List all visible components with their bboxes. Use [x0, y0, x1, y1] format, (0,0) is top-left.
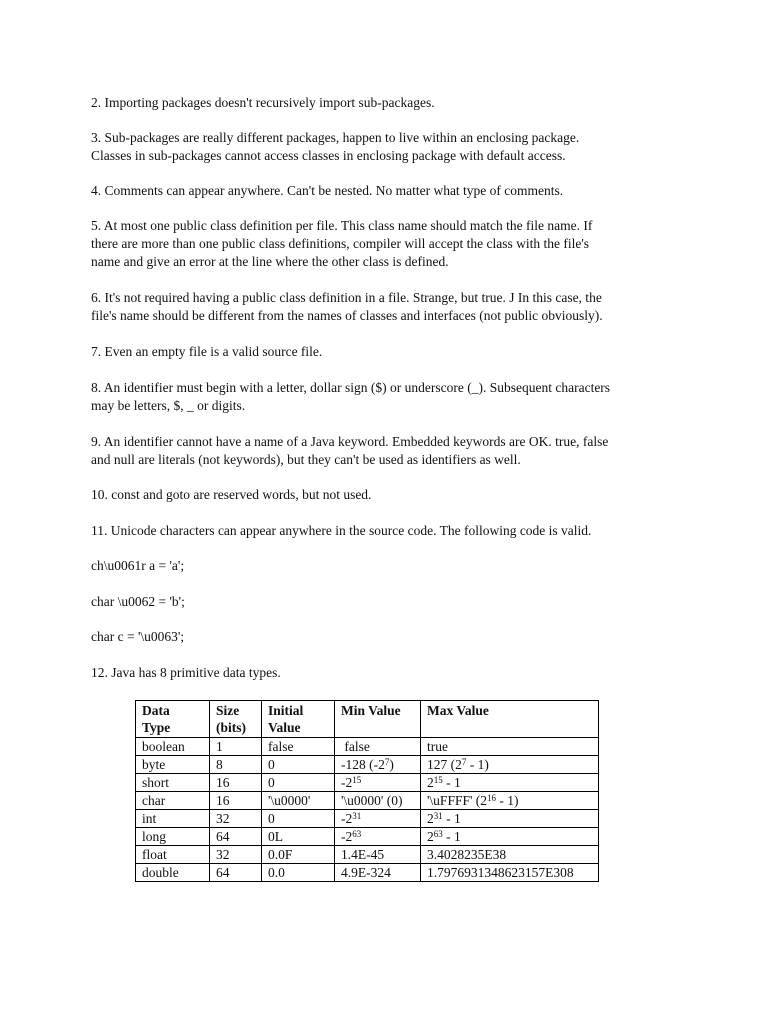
cell-size [210, 846, 262, 864]
cell-text: char [142, 793, 166, 808]
cell-text: 1.7976931348623157E308 [427, 865, 574, 880]
cell-min-value [335, 738, 421, 756]
cell-text: '\u0000' (0) [341, 793, 403, 808]
cell-text: 0 [268, 811, 275, 826]
cell-max-value [421, 792, 599, 810]
cell-size [210, 756, 262, 774]
cell-text: 3.4028235E38 [427, 847, 507, 862]
cell-min-value [335, 774, 421, 792]
cell-type [136, 774, 210, 792]
cell-min-value [335, 792, 421, 810]
exponent: 63 [433, 829, 443, 839]
table-row [136, 792, 599, 810]
cell-initial-value [262, 828, 335, 846]
cell-text: float [142, 847, 167, 862]
cell-text: byte [142, 757, 166, 772]
cell-initial-value [262, 774, 335, 792]
cell-text: - 1) [466, 757, 489, 772]
cell-text: 2 [427, 811, 434, 826]
cell-min-value [335, 756, 421, 774]
exponent: 7 [461, 757, 467, 767]
cell-text: false [341, 739, 370, 754]
header-max-value: Max Value [421, 701, 599, 738]
cell-initial-value [262, 756, 335, 774]
cell-text: 127 (2 [427, 757, 462, 772]
cell-text: 2 [427, 775, 434, 790]
note-11-unicode: 11. Unicode characters can appear anywhere in the source code. The following code is valid. [91, 523, 592, 538]
cell-max-value [421, 738, 599, 756]
cell-initial-value [262, 810, 335, 828]
cell-text: 0 [268, 757, 275, 772]
table-row [136, 756, 599, 774]
cell-text: long [142, 829, 167, 844]
cell-text: false [268, 739, 294, 754]
cell-size [210, 738, 262, 756]
cell-initial-value [262, 792, 335, 810]
cell-text: 0.0 [268, 865, 285, 880]
cell-text: 32 [216, 811, 230, 826]
cell-text: ) [389, 757, 394, 772]
cell-max-value [421, 756, 599, 774]
note-6-public-class-not-required: 6. It's not required having a public class definition in a file. Strange, but true. J In this case, the file's name should be different from the names of classes and interfaces (not public obviously). [91, 290, 603, 323]
header-size: Size (bits) [210, 701, 262, 738]
cell-initial-value [262, 738, 335, 756]
cell-text: 8 [216, 757, 223, 772]
cell-text: - 1) [496, 793, 519, 808]
cell-text: - 1 [442, 775, 461, 790]
cell-text: - 1 [442, 829, 461, 844]
cell-min-value [335, 846, 421, 864]
cell-size [210, 864, 262, 882]
header-min-value: Min Value [335, 701, 421, 738]
cell-text: 2 [427, 829, 434, 844]
cell-type [136, 846, 210, 864]
table-header-row [136, 701, 599, 738]
note-12-primitive-types: 12. Java has 8 primitive data types. [91, 665, 281, 680]
cell-text: short [142, 775, 169, 790]
cell-size [210, 792, 262, 810]
cell-text: '\u0000' [268, 793, 311, 808]
cell-text: '\uFFFF' (2 [427, 793, 488, 808]
note-8-identifier-start: 8. An identifier must begin with a letter, dollar sign ($) or underscore (_). Subsequent characters may be letters, $, _ or digits. [91, 380, 611, 413]
cell-max-value [421, 846, 599, 864]
cell-text: -2 [341, 829, 353, 844]
header-initial-value: Initial Value [262, 701, 335, 738]
cell-text: 0.0F [268, 847, 293, 862]
exponent: 7 [384, 757, 390, 767]
cell-type [136, 792, 210, 810]
note-10-reserved-words: 10. const and goto are reserved words, but not used. [91, 487, 372, 502]
note-7-empty-file: 7. Even an empty file is a valid source file. [91, 344, 323, 359]
cell-type [136, 828, 210, 846]
cell-text: 0L [268, 829, 283, 844]
cell-text: 4.9E-324 [341, 865, 391, 880]
exponent: 63 [352, 829, 362, 839]
header-data-type: Data Type [136, 701, 210, 738]
cell-text: 1 [216, 739, 223, 754]
exponent: 31 [433, 811, 443, 821]
cell-text: 16 [216, 775, 230, 790]
table-row [136, 810, 599, 828]
cell-text: 1.4E-45 [341, 847, 385, 862]
cell-text: - 1 [442, 811, 461, 826]
cell-max-value [421, 828, 599, 846]
cell-type [136, 864, 210, 882]
exponent: 15 [352, 775, 362, 785]
cell-text: -2 [341, 811, 353, 826]
cell-text: 0 [268, 775, 275, 790]
table-row [136, 846, 599, 864]
cell-type [136, 756, 210, 774]
cell-min-value [335, 810, 421, 828]
cell-type [136, 738, 210, 756]
cell-min-value [335, 828, 421, 846]
cell-text: double [142, 865, 179, 880]
primitive-types-table [135, 700, 599, 882]
note-4-comments: 4. Comments can appear anywhere. Can't be nested. No matter what type of comments. [91, 183, 564, 198]
cell-size [210, 774, 262, 792]
cell-text: 16 [216, 793, 230, 808]
table-row [136, 828, 599, 846]
cell-min-value [335, 864, 421, 882]
cell-initial-value [262, 864, 335, 882]
table-row [136, 738, 599, 756]
cell-initial-value [262, 846, 335, 864]
cell-text: 32 [216, 847, 230, 862]
code-line: char \u0062 = 'b'; [91, 594, 185, 609]
table-row [136, 774, 599, 792]
cell-text: 64 [216, 865, 230, 880]
exponent: 31 [352, 811, 362, 821]
cell-text: true [427, 739, 448, 754]
note-2-sub-packages-import: 2. Importing packages doesn't recursively import sub-packages. [91, 95, 435, 110]
cell-type [136, 810, 210, 828]
exponent: 16 [487, 793, 497, 803]
cell-text: -128 (-2 [341, 757, 385, 772]
cell-max-value [421, 864, 599, 882]
cell-text: -2 [341, 775, 353, 790]
note-3-sub-packages-access: 3. Sub-packages are really different packages, happen to live within an enclosing package. Classes in sub-packages cannot access classes in enclosing package with default access. [91, 130, 580, 163]
cell-size [210, 828, 262, 846]
note-9-keywords: 9. An identifier cannot have a name of a Java keyword. Embedded keywords are OK. true, false and null are literals (not keywords), but they can't be used as identifiers as well. [91, 434, 609, 467]
cell-text: boolean [142, 739, 185, 754]
table-row [136, 864, 599, 882]
cell-text: 64 [216, 829, 230, 844]
cell-max-value [421, 810, 599, 828]
exponent: 15 [433, 775, 443, 785]
cell-size [210, 810, 262, 828]
code-line: char c = '\u0063'; [91, 629, 185, 644]
cell-max-value [421, 774, 599, 792]
table-body [136, 738, 599, 882]
cell-text: int [142, 811, 157, 826]
code-line: ch\u0061r a = 'a'; [91, 558, 185, 573]
note-5-public-class-per-file: 5. At most one public class definition per file. This class name should match the file name. If there are more than one public class definitions, compiler will accept the class with the file's name and give an error at the line where the other class is defined. [91, 218, 593, 269]
